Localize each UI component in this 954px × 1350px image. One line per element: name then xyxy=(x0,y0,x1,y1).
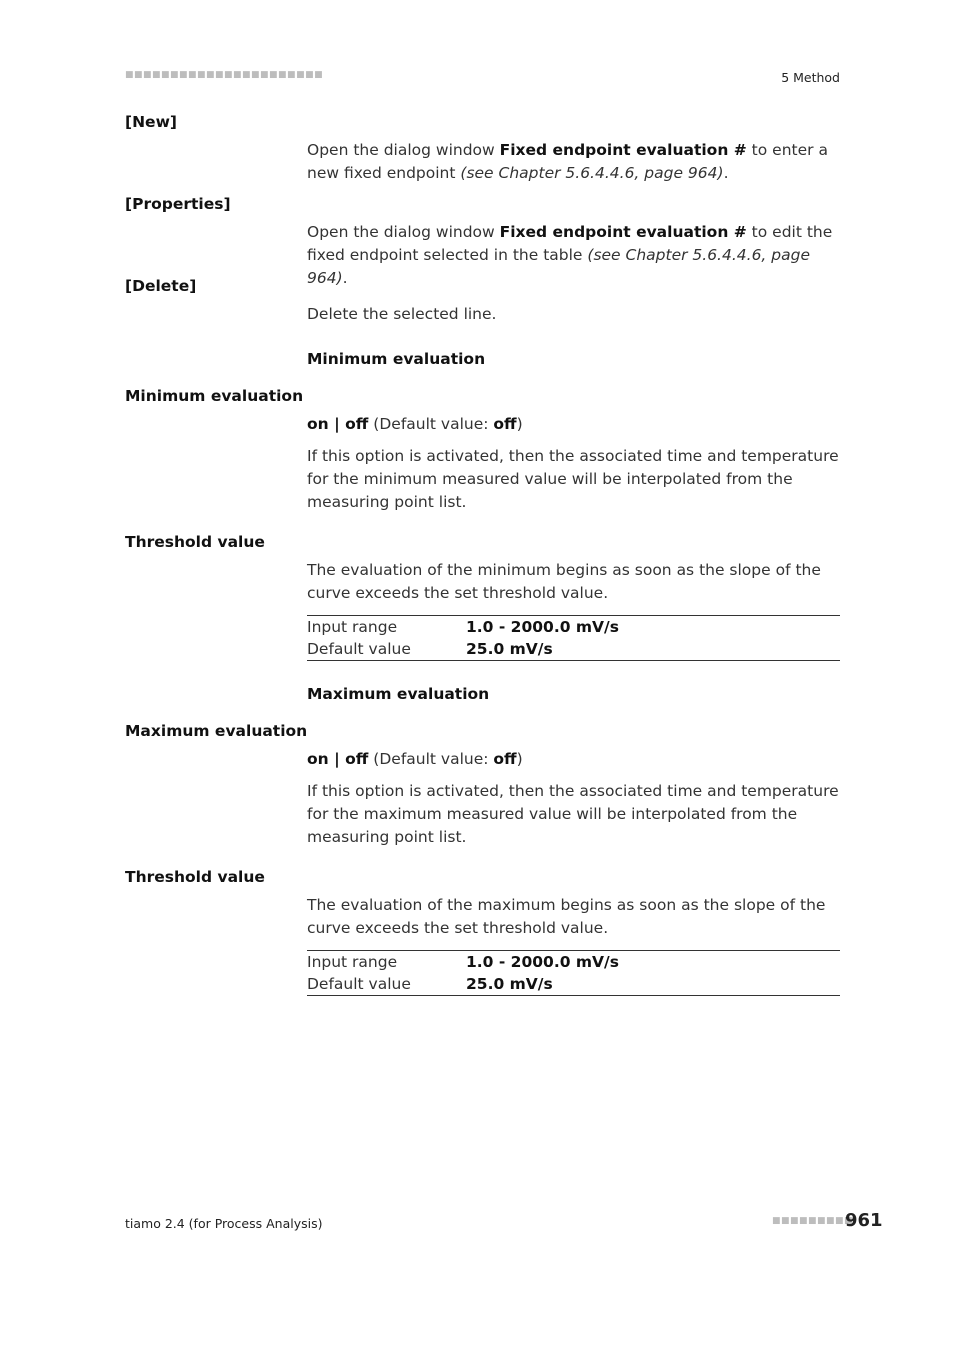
minimum-evaluation-options: on | off (Default value: off) xyxy=(307,415,523,433)
minimum-evaluation-description: If this option is activated, then the associated time and temperature for the minimum measured value will be interpolated from the measuring point list. xyxy=(307,447,839,511)
dialog-name: Fixed endpoint evaluation # xyxy=(499,223,747,241)
input-range-key: Input range xyxy=(307,618,398,636)
table-row xyxy=(307,638,840,660)
dialog-name: Fixed endpoint evaluation # xyxy=(499,141,747,159)
default-value-key: Default value xyxy=(307,640,411,658)
maximum-threshold-label: Threshold value xyxy=(125,868,265,886)
default-value-value: 25.0 mV/s xyxy=(466,975,553,993)
table-row xyxy=(307,951,840,973)
chapter-reference: (see Chapter 5.6.4.4.6, page 964) xyxy=(307,246,810,287)
table-row xyxy=(307,616,840,638)
chapter-title: 5 Method xyxy=(781,70,840,85)
maximum-evaluation-options: on | off (Default value: off) xyxy=(307,750,523,768)
properties-description: Open the dialog window Fixed endpoint evaluation # to edit the fixed endpoint selected in the table (see Chapter 5.6.4.4.6, page 964). xyxy=(307,223,833,287)
minimum-threshold-label: Threshold value xyxy=(125,533,265,551)
chapter-reference: (see Chapter 5.6.4.4.6, page 964) xyxy=(460,164,724,182)
input-range-value: 1.0 - 2000.0 mV/s xyxy=(466,953,619,971)
properties-label: [Properties] xyxy=(125,195,231,213)
default-value-key: Default value xyxy=(307,975,411,993)
new-label: [New] xyxy=(125,113,177,131)
input-range-key: Input range xyxy=(307,953,398,971)
header-decoration: ■■■■■■■■■■■■■■■■■■■■■■ xyxy=(125,70,324,80)
maximum-evaluation-description: If this option is activated, then the associated time and temperature for the maximum measured value will be interpolated from the measuring point list. xyxy=(307,782,839,846)
table-row xyxy=(307,973,840,995)
minimum-evaluation-label: Minimum evaluation xyxy=(125,387,304,405)
footer-decoration: ■■■■■■■■■ xyxy=(772,1216,854,1226)
minimum-threshold-description: The evaluation of the minimum begins as soon as the slope of the curve exceeds the set threshold value. xyxy=(307,561,821,602)
page-number: 961 xyxy=(845,1210,883,1231)
minimum-threshold-table xyxy=(307,615,840,661)
minimum-evaluation-heading: Minimum evaluation xyxy=(307,350,486,368)
maximum-evaluation-heading: Maximum evaluation xyxy=(307,685,490,703)
maximum-threshold-description: The evaluation of the maximum begins as soon as the slope of the curve exceeds the set threshold value. xyxy=(307,896,826,937)
delete-label: [Delete] xyxy=(125,277,197,295)
product-name: tiamo 2.4 (for Process Analysis) xyxy=(125,1216,323,1231)
default-value-value: 25.0 mV/s xyxy=(466,640,553,658)
maximum-evaluation-label: Maximum evaluation xyxy=(125,722,308,740)
input-range-value: 1.0 - 2000.0 mV/s xyxy=(466,618,619,636)
new-description: Open the dialog window Fixed endpoint evaluation # to enter a new fixed endpoint (see Chapter 5.6.4.4.6, page 964). xyxy=(307,141,828,182)
delete-description: Delete the selected line. xyxy=(307,305,497,323)
maximum-threshold-table xyxy=(307,950,840,996)
